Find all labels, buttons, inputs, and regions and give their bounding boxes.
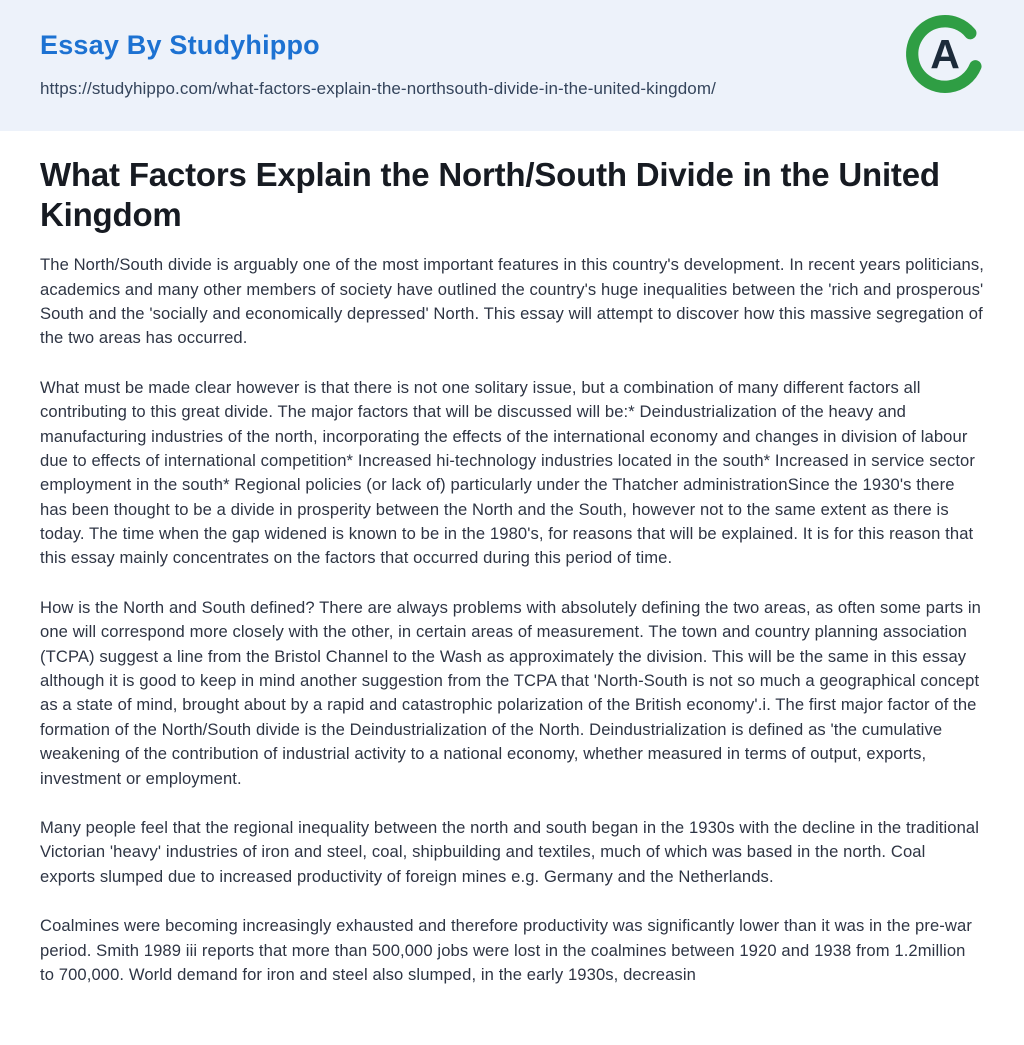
article-paragraph: The North/South divide is arguably one of the most important features in this country's development. In recent years politicians, academics and many other members of society have outlined the country's huge inequalities between the 'rich and prosperous' South and the 'socially and economically depressed' North. This essay will attempt to discover how this massive segregation of the two areas has occurred. bbox=[40, 255, 984, 348]
article-paragraph: What must be made clear however is that there is not one solitary issue, but a combination of many different factors all contributing to this great divide. The major factors that will be discussed will be:* Deindustrialization of the heavy and manufacturing industries of the north, incorporating the effects of the international economy and changes in division of labour due to effects of international competition* Increased hi-technology industries located in the south* Increased in service sector employment in the south* Regional policies (or lack of) particularly under the Thatcher administrationSince the 1930's there has been thought to be a divide in prosperity between the North and the South, however not to the same extent as there is today. The time when the gap widened is known to be in the 1980's, for reasons that will be explained. It is for this reason that this essay mainly concentrates on the factors that occurred during this period of time. bbox=[40, 377, 976, 568]
article-title: What Factors Explain the North/South Divide in the United Kingdom bbox=[40, 156, 940, 233]
logo-a-icon bbox=[904, 13, 986, 95]
article-paragraph: Coalmines were becoming increasingly exhausted and therefore productivity was significantly lower than it was in the pre-war period. Smith 1989 iii reports that more than 500,000 jobs were lost in the coalmines between 1920 and 1938 from 1.2million to 700,000. World demand for iron and steel also slumped, in the early 1930s, decreasin bbox=[40, 916, 972, 984]
article-content bbox=[0, 155, 1024, 987]
page-header bbox=[0, 0, 1024, 131]
article-paragraph: How is the North and South defined? There are always problems with absolutely defining the two areas, as often some parts in one will correspond more closely with the other, in certain areas of measurement. The town and country planning association (TCPA) suggest a line from the Bristol Channel to the Wash as approximately the division. This will be the same in this essay although it is good to keep in mind another suggestion from the TCPA that 'North-South is not so much a geographical concept as a state of mind, brought about by a rapid and catastrophic polarization of the British economy'.i. The first major factor of the formation of the North/South divide is the Deindustrialization of the North. Deindustrialization is defined as 'the cumulative weakening of the contribution of industrial activity to a national economy, whether measured in terms of output, exports, investment or employment. bbox=[40, 597, 981, 788]
article-body bbox=[40, 253, 984, 987]
studyhippo-logo[interactable] bbox=[904, 13, 986, 95]
source-url-link[interactable]: https://studyhippo.com/what-factors-explain-the-northsouth-divide-in-the-united-kingdom/ bbox=[40, 79, 716, 98]
svg-text:A: A bbox=[930, 30, 960, 77]
site-title: Essay By Studyhippo bbox=[40, 30, 320, 60]
article-paragraph: Many people feel that the regional inequality between the north and south began in the 1930s with the decline in the traditional Victorian 'heavy' industries of iron and steel, coal, shipbuilding and textiles, much of which was based in the north. Coal exports slumped due to increased productivity of foreign mines e.g. Germany and the Netherlands. bbox=[40, 818, 980, 886]
